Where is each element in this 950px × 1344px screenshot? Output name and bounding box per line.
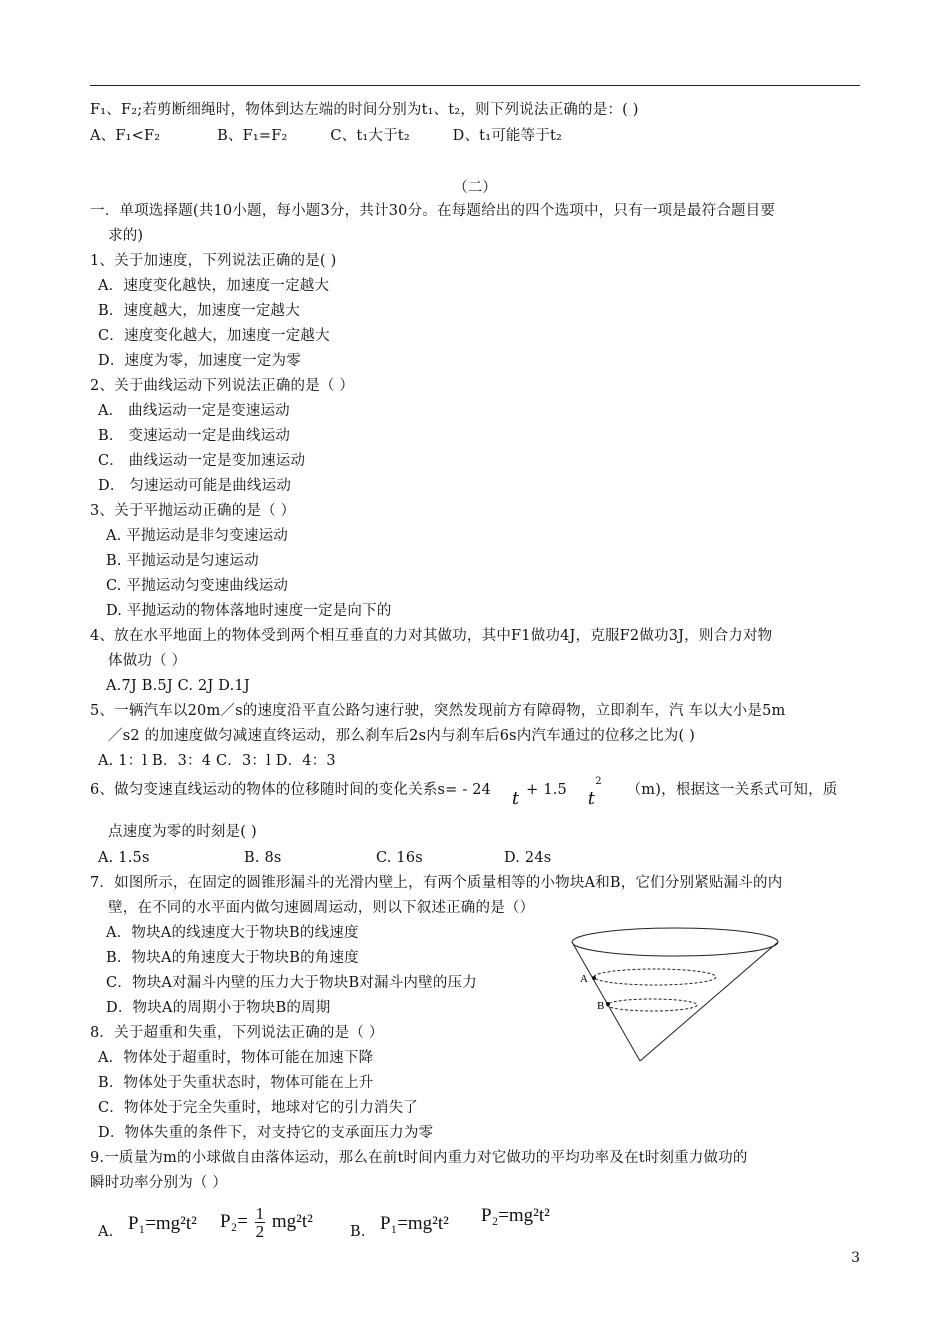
orbit-b <box>607 999 697 1011</box>
q6-var-t2: t <box>587 787 596 809</box>
q8-option-c: C．物体处于完全失重时，地球对它的引力消失了 <box>98 1100 418 1116</box>
q9-option-a-label: A. <box>98 1224 114 1240</box>
header-rule <box>90 85 860 86</box>
q9-fraction-num: 1 <box>255 1204 265 1223</box>
q2-option-a: A． 曲线运动一定是变速运动 <box>98 403 290 419</box>
section-title: （二） <box>453 180 497 196</box>
q3-option-a: A. 平抛运动是非匀变速运动 <box>106 528 288 544</box>
q3-option-d: D. 平抛运动的物体落地时速度一定是向下的 <box>106 603 392 619</box>
funnel-rim <box>572 928 778 956</box>
q9-a-p2-rhs: mg²t² <box>271 1210 313 1232</box>
q8-stem: 8．关于超重和失重，下列说法正确的是（ ） <box>90 1025 384 1041</box>
page-number: 3 <box>851 1250 860 1266</box>
q4-stem: 4、放在水平地面上的物体受到两个相互垂直的力对其做功，其中F1做功4J，克服F2做功3J，则合力对物 <box>90 628 773 644</box>
q4-stem-cont: 体做功（ ） <box>108 653 187 669</box>
block-b <box>606 1002 610 1006</box>
q9-stem: 9.一质量为m的小球做自由落体运动，那么在前t时间内重力对它做功的平均功率及在t时刻重力做功的 <box>90 1150 748 1166</box>
q5-stem: 5、一辆汽车以20m／s的速度沿平直公路匀速行驶，突然发现前方有障碍物，立即刹车，汽 车以大小是5m <box>90 703 786 719</box>
q7-stem: 7．如图所示，在固定的圆锥形漏斗的光滑内壁上，有两个质量相等的小物块A和B，它们分别紧贴漏斗的内 <box>90 875 783 891</box>
option-a: A、F₁<F₂ <box>90 128 161 144</box>
q1-option-a: A．速度变化越快，加速度一定越大 <box>98 278 330 294</box>
q6-option-b: B. 8s <box>244 850 282 866</box>
q1-option-b: B．速度越大，加速度一定越大 <box>98 303 300 319</box>
label-b: B <box>597 1000 605 1012</box>
funnel-figure <box>560 924 790 1069</box>
funnel-right-wall <box>640 942 778 1061</box>
q6-var-t: t <box>511 787 520 809</box>
q1-stem: 1、关于加速度，下列说法正确的是( ) <box>90 253 337 269</box>
section-heading-cont: 求的) <box>108 228 144 244</box>
q9-stem-cont: 瞬时功率分别为（ ） <box>90 1175 228 1191</box>
block-a <box>592 976 596 980</box>
q8-option-b: B．物体处于失重状态时，物体可能在上升 <box>98 1075 374 1091</box>
option-b: B、F₁=F₂ <box>217 128 288 144</box>
q6-stem-part-c: （m)，根据这一关系式可知，质 <box>626 781 838 798</box>
q2-option-b: B． 变速运动一定是曲线运动 <box>98 428 291 444</box>
q9-fraction <box>255 1205 266 1240</box>
q5-options: A. 1：l B．3：4 C．3：l D．4：3 <box>98 753 336 769</box>
q6-stem-cont: 点速度为零的时刻是( ) <box>108 824 257 840</box>
q9-a-p2-lhs: P₂= <box>220 1210 248 1232</box>
q6-option-a: A. 1.5s <box>98 850 150 866</box>
q3-stem: 3、关于平抛运动正确的是（ ） <box>90 503 296 519</box>
q2-option-c: C． 曲线运动一定是变加速运动 <box>98 453 306 469</box>
q9-fraction-den: 2 <box>255 1222 265 1241</box>
q3-option-b: B. 平抛运动是匀速运动 <box>106 553 259 569</box>
q2-option-d: D． 匀速运动可能是曲线运动 <box>98 478 292 494</box>
q7-option-b: B．物块A的角速度大于物块B的角速度 <box>106 950 359 966</box>
carryover-options <box>90 126 562 146</box>
q7-option-c: C．物块A对漏斗内壁的压力大于物块B对漏斗内壁的压力 <box>106 975 477 991</box>
q7-option-a: A．物块A的线速度大于物块B的线速度 <box>106 925 359 941</box>
q7-stem-cont: 壁，在不同的水平面内做匀速圆周运动，则以下叙述正确的是（） <box>108 900 535 916</box>
q3-option-c: C. 平抛运动匀变速曲线运动 <box>106 578 289 594</box>
q2-stem: 2、关于曲线运动下列说法正确的是（ ） <box>90 378 355 394</box>
q6-exponent: 2 <box>595 776 602 787</box>
section-heading: 一．单项选择题(共10小题，每小题3分，共计30分。在每题给出的四个选项中，只有一项是最符合题目要 <box>90 203 776 219</box>
q6-stem <box>90 776 838 809</box>
q9-b-p1: P₁=mg²t² <box>380 1213 449 1234</box>
q7-option-d: D．物块A的周期小于物块B的周期 <box>106 1000 331 1016</box>
q8-option-d: D．物体失重的条件下，对支持它的支承面压力为零 <box>98 1125 434 1141</box>
funnel-left-wall <box>572 942 640 1061</box>
carryover-stem: F₁、F₂;若剪断细绳时，物体到达左端的时间分别为t₁、t₂，则下列说法正确的是：( ) <box>90 102 639 118</box>
option-c: C、t₁大于t₂ <box>330 128 410 144</box>
q9-a-p1: P₁=mg²t² <box>128 1213 197 1234</box>
q6-option-d: D. 24s <box>504 850 552 866</box>
q5-stem-cont: ／s2 的加速度做匀减速直终运动，那么刹车后2s内与刹车后6s内汽车通过的位移之比为( ) <box>108 728 696 744</box>
q6-option-c: C. 16s <box>376 850 423 866</box>
option-d: D、t₁可能等于t₂ <box>452 128 563 144</box>
q6-stem-part-b: + 1.5 <box>526 781 567 798</box>
q8-option-a: A．物体处于超重时，物体可能在加速下降 <box>98 1050 374 1066</box>
q1-option-d: D．速度为零，加速度一定为零 <box>98 353 301 369</box>
q9-a-p2 <box>220 1205 313 1240</box>
q1-option-c: C．速度变化越大，加速度一定越大 <box>98 328 330 344</box>
orbit-a <box>594 969 716 985</box>
q4-options: A.7J B.5J C. 2J D.1J <box>106 678 250 694</box>
q9-b-p2: P₂=mg²t² <box>481 1205 550 1226</box>
label-a: A <box>580 973 588 985</box>
q9-option-b-label: B. <box>350 1224 366 1240</box>
q6-stem-part-a: 6、做匀变速直线运动的物体的位移随时间的变化关系s= - 24 <box>90 781 492 798</box>
